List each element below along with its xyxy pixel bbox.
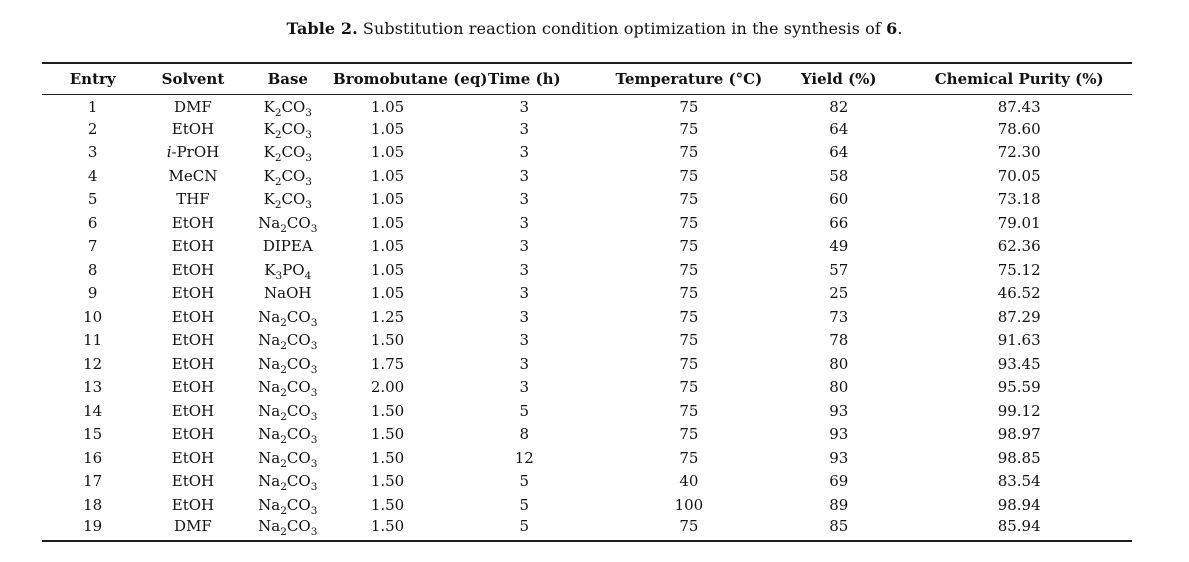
table-cell: 78 (829, 331, 849, 350)
table-cell: 80 (829, 378, 849, 397)
table-row (42, 423, 1132, 447)
table-row (42, 494, 1132, 518)
table-cell: 75 (679, 425, 699, 444)
column-header-yield: Yield (%) (771, 63, 906, 94)
table-cell: 6 (87, 213, 98, 232)
table-cell: 17 (83, 472, 103, 491)
table-cell: 66 (829, 213, 849, 232)
table-cell: $Na_2CO_3$ (258, 516, 318, 538)
table-row (42, 447, 1132, 471)
table-cell: 87.29 (997, 307, 1041, 326)
table-cell: 75 (679, 331, 699, 350)
table-cell: 95.59 (997, 378, 1041, 397)
table-cell: 12 (514, 448, 534, 467)
table-cell: DIPEA (262, 237, 313, 256)
table-cell: 3 (519, 284, 530, 303)
table-cell: 79.01 (997, 213, 1041, 232)
table-cell: 4 (87, 166, 98, 185)
table-caption-label: Table 2. (286, 19, 358, 38)
table-cell: 75 (679, 307, 699, 326)
table-body (42, 94, 1132, 541)
table-cell: 89 (829, 495, 849, 514)
table-cell: 19 (83, 516, 103, 535)
table-caption-text: Substitution reaction condition optimization in the synthesis of (357, 19, 887, 38)
column-header-time-h: Time (h) (442, 63, 607, 94)
table-cell: 49 (829, 237, 849, 256)
table-cell: 14 (83, 401, 103, 420)
table-cell: 75 (679, 119, 699, 138)
table-cell: $K_2CO_3$ (263, 143, 312, 165)
table-cell: EtOH (171, 495, 215, 514)
table-cell: 93 (829, 448, 849, 467)
table-cell: 1.50 (370, 448, 405, 467)
table-header (42, 63, 1132, 94)
table-cell: $K_3PO_4$ (264, 260, 312, 282)
table-row (42, 118, 1132, 142)
table-cell: 3 (519, 119, 530, 138)
table-cell: EtOH (171, 260, 215, 279)
table-cell: 10 (83, 307, 103, 326)
table-cell: $Na_2CO_3$ (258, 378, 318, 400)
table-cell: 100 (674, 495, 704, 514)
table-cell: 3 (519, 213, 530, 232)
table-cell: 1.50 (370, 516, 405, 535)
column-header-bromobutane-eq: Bromobutane (eq) (333, 63, 442, 94)
table-cell: 93 (829, 425, 849, 444)
table-cell: 9 (87, 284, 98, 303)
table-caption (0, 19, 1189, 38)
table-cell: 1.05 (370, 213, 405, 232)
table-cell: 7 (87, 237, 98, 256)
table-cell: 60 (829, 190, 849, 209)
table-cell: 82 (829, 98, 849, 116)
table-cell: 1.75 (370, 354, 405, 373)
table-row (42, 376, 1132, 400)
table-row (42, 517, 1132, 541)
table-cell: EtOH (171, 307, 215, 326)
table-cell: 11 (83, 331, 103, 350)
table-cell: 12 (83, 354, 103, 373)
table-cell: 87.43 (997, 98, 1041, 116)
table-cell: 91.63 (997, 331, 1041, 350)
table-cell: $Na_2CO_3$ (258, 213, 318, 235)
table-cell: THF (176, 190, 210, 209)
table-cell: 1.05 (370, 260, 405, 279)
column-header-solvent: Solvent (143, 63, 242, 94)
table-cell: $Na_2CO_3$ (258, 401, 318, 423)
table-cell: 3 (519, 190, 530, 209)
table-cell: 64 (829, 143, 849, 162)
table-row (42, 259, 1132, 283)
table-cell: 3 (519, 166, 530, 185)
table-cell: 2.00 (370, 378, 405, 397)
table-cell: 3 (519, 378, 530, 397)
table-cell: EtOH (171, 354, 215, 373)
table-cell: 1.05 (370, 166, 405, 185)
table-cell: 93 (829, 401, 849, 420)
table-row (42, 235, 1132, 259)
table-cell: 3 (519, 98, 530, 116)
column-header-temperature-c: Temperature (°C) (607, 63, 772, 94)
table-cell: 73.18 (997, 190, 1041, 209)
table-cell: EtOH (171, 237, 215, 256)
table-cell: 5 (87, 190, 98, 209)
table-cell: 8 (87, 260, 98, 279)
table-cell: 5 (519, 495, 530, 514)
table-cell: 3 (519, 237, 530, 256)
table-row (42, 165, 1132, 189)
table-cell: 18 (83, 495, 103, 514)
table-cell: 64 (829, 119, 849, 138)
reaction-optimization-table-container (42, 62, 1132, 542)
table-header-row (42, 63, 1132, 94)
table-row (42, 306, 1132, 330)
table-cell: EtOH (171, 378, 215, 397)
column-header-base: Base (243, 63, 333, 94)
table-cell: 75 (679, 190, 699, 209)
table-cell: 5 (519, 516, 530, 535)
table-cell: 75 (679, 260, 699, 279)
table-cell: 1.05 (370, 119, 405, 138)
table-cell: $Na_2CO_3$ (258, 425, 318, 447)
table-cell: 99.12 (997, 401, 1041, 420)
table-cell: $Na_2CO_3$ (258, 307, 318, 329)
table-cell: 75.12 (997, 260, 1041, 279)
table-cell: 75 (679, 378, 699, 397)
table-cell: 72.30 (997, 143, 1041, 162)
table-cell: 3 (519, 331, 530, 350)
table-cell: EtOH (171, 448, 215, 467)
table-cell: 3 (519, 143, 530, 162)
table-cell: 3 (519, 354, 530, 373)
table-caption-period: . (897, 19, 903, 38)
table-cell: 98.97 (997, 425, 1041, 444)
table-cell: 3 (87, 143, 98, 162)
table-cell: 15 (83, 425, 103, 444)
table-cell: 25 (829, 284, 849, 303)
table-cell: $K_2CO_3$ (263, 98, 312, 119)
table-cell: i-PrOH (166, 143, 220, 162)
table-cell: $Na_2CO_3$ (258, 354, 318, 376)
table-cell: 75 (679, 213, 699, 232)
table-cell: 5 (519, 472, 530, 491)
table-cell: 78.60 (997, 119, 1041, 138)
table-cell: 5 (519, 401, 530, 420)
table-cell: MeCN (168, 166, 218, 185)
table-cell: NaOH (264, 284, 312, 303)
table-cell: EtOH (171, 213, 215, 232)
table-cell: 1.50 (370, 495, 405, 514)
table-cell: EtOH (171, 425, 215, 444)
table-cell: 98.94 (997, 495, 1041, 514)
table-cell: 70.05 (997, 166, 1041, 185)
table-cell: 93.45 (997, 354, 1041, 373)
table-cell: DMF (174, 98, 212, 116)
table-cell: 3 (519, 260, 530, 279)
table-cell: $K_2CO_3$ (263, 119, 312, 141)
table-cell: 85.94 (997, 516, 1041, 535)
table-row (42, 94, 1132, 118)
column-header-entry: Entry (42, 63, 143, 94)
table-row (42, 141, 1132, 165)
table-cell: 1.50 (370, 425, 405, 444)
table-cell: 2 (87, 119, 98, 138)
table-cell: 1.25 (370, 307, 405, 326)
table-row (42, 282, 1132, 306)
table-cell: 69 (829, 472, 849, 491)
table-cell: 62.36 (997, 237, 1041, 256)
table-row (42, 400, 1132, 424)
table-cell: $Na_2CO_3$ (258, 331, 318, 353)
table-cell: 1 (87, 98, 98, 116)
table-cell: 75 (679, 166, 699, 185)
table-cell: $K_2CO_3$ (263, 166, 312, 188)
table-cell: 1.05 (370, 284, 405, 303)
table-row (42, 470, 1132, 494)
table-cell: EtOH (171, 331, 215, 350)
table-cell: 75 (679, 143, 699, 162)
table-cell: 1.05 (370, 143, 405, 162)
table-cell: 98.85 (997, 448, 1041, 467)
table-cell: 75 (679, 284, 699, 303)
table-cell: 75 (679, 516, 699, 535)
table-row (42, 188, 1132, 212)
table-cell: 57 (829, 260, 849, 279)
table-cell: 73 (829, 307, 849, 326)
table-row (42, 353, 1132, 377)
table-cell: 1.05 (370, 190, 405, 209)
table-cell: 85 (829, 516, 849, 535)
table-cell: 58 (829, 166, 849, 185)
table-cell: 1.50 (370, 472, 405, 491)
table-cell: 1.50 (370, 331, 405, 350)
table-cell: 75 (679, 401, 699, 420)
table-cell: EtOH (171, 284, 215, 303)
table-cell: 46.52 (997, 284, 1041, 303)
table-cell: EtOH (171, 472, 215, 491)
reaction-optimization-table (42, 62, 1132, 542)
table-cell: 75 (679, 98, 699, 116)
table-cell: $K_2CO_3$ (263, 190, 312, 212)
table-cell: 1.50 (370, 401, 405, 420)
column-header-chemical-purity: Chemical Purity (%) (906, 63, 1132, 94)
table-cell: 1.05 (370, 237, 405, 256)
table-cell: 75 (679, 237, 699, 256)
table-cell: $Na_2CO_3$ (258, 448, 318, 470)
table-cell: 80 (829, 354, 849, 373)
table-cell: DMF (174, 516, 212, 535)
table-caption-compound: 6 (886, 19, 898, 38)
table-cell: 75 (679, 448, 699, 467)
table-cell: 3 (519, 307, 530, 326)
table-cell: 83.54 (997, 472, 1041, 491)
table-cell: $Na_2CO_3$ (258, 472, 318, 494)
table-cell: $Na_2CO_3$ (258, 495, 318, 517)
table-cell: 8 (519, 425, 530, 444)
table-row (42, 212, 1132, 236)
table-cell: 75 (679, 354, 699, 373)
table-cell: 1.05 (370, 98, 405, 116)
table-cell: 16 (83, 448, 103, 467)
table-cell: 40 (679, 472, 699, 491)
table-cell: EtOH (171, 119, 215, 138)
table-cell: 13 (83, 378, 103, 397)
table-cell: EtOH (171, 401, 215, 420)
table-row (42, 329, 1132, 353)
